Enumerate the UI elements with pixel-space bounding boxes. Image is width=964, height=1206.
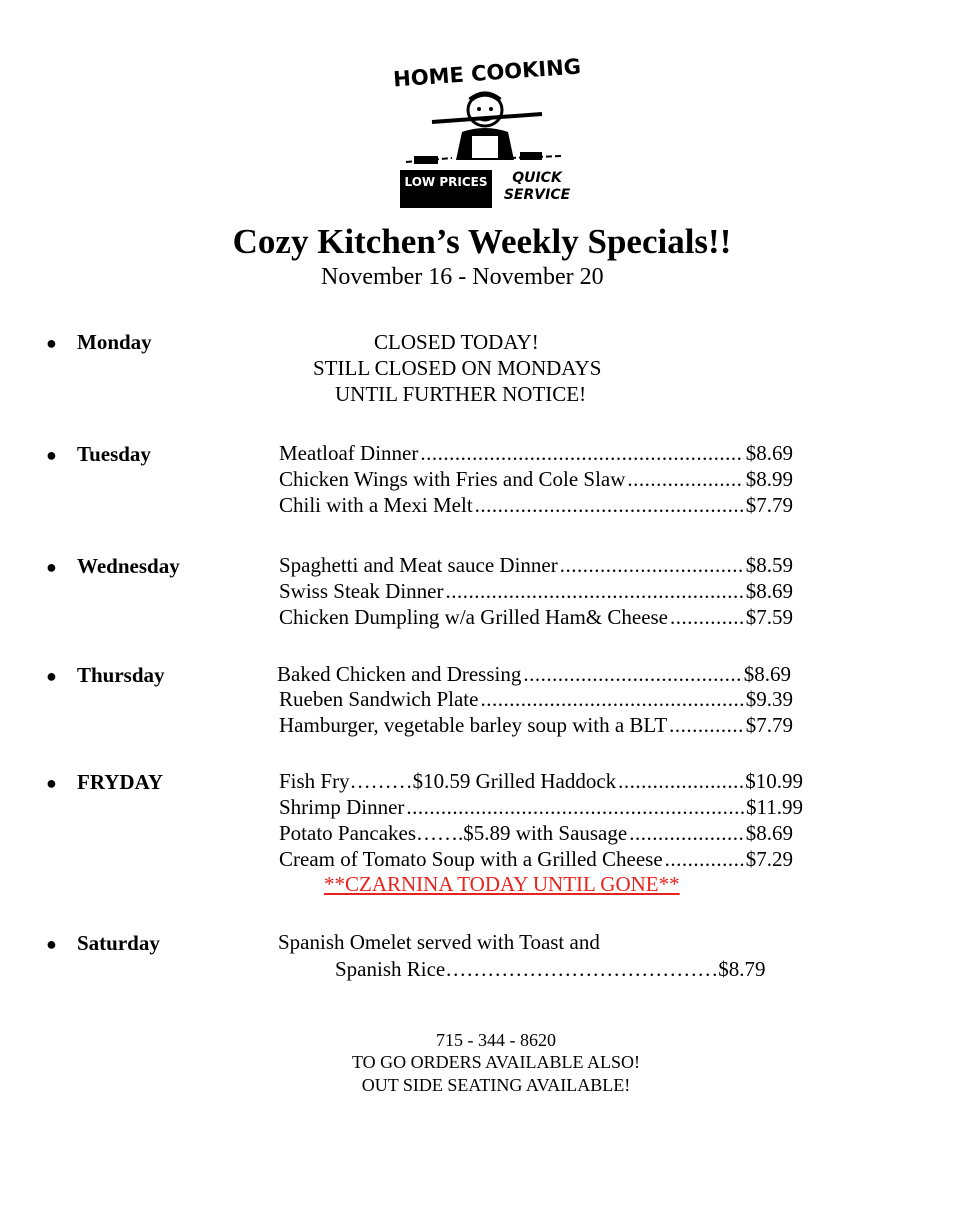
page-title: Cozy Kitchen’s Weekly Specials!!	[232, 222, 732, 261]
home-cooking-logo	[392, 52, 582, 218]
bullet-icon: ●	[46, 445, 57, 465]
menu-item	[279, 467, 793, 492]
menu-item	[279, 605, 793, 630]
item-name: Chicken Dumpling w/a Grilled Ham& Cheese	[279, 605, 669, 629]
item-price: $8.69	[745, 441, 793, 465]
menu-item	[279, 441, 793, 466]
day-fryday	[46, 770, 163, 795]
date-range: November 16 - November 20	[321, 264, 604, 290]
day-label: Saturday	[77, 931, 160, 955]
day-label: FRYDAY	[77, 770, 163, 794]
item-name: Cream of Tomato Soup with a Grilled Cheese	[279, 847, 663, 871]
menu-item	[279, 493, 793, 518]
menu-item	[279, 687, 793, 712]
menu-item	[279, 713, 793, 738]
item-name: Chili with a Mexi Melt	[279, 493, 473, 517]
bullet-icon: ●	[46, 557, 57, 577]
item-price: $8.69	[743, 662, 791, 686]
item-price: $7.79	[745, 713, 793, 737]
item-name: Fish Fry………$10.59 Grilled Haddock	[279, 769, 617, 793]
day-thursday	[46, 663, 165, 688]
item-price: $7.79	[745, 493, 793, 517]
menu-item	[279, 553, 793, 578]
logo-top-text: HOME COOKING	[392, 54, 582, 92]
bullet-icon: ●	[46, 773, 57, 793]
item-name: Shrimp Dinner	[279, 795, 405, 819]
day-wednesday	[46, 554, 180, 579]
item-price: $11.99	[746, 795, 803, 819]
monday-line: CLOSED TODAY!	[374, 330, 539, 354]
item-name: Potato Pancakes…….$5.89 with Sausage	[279, 821, 628, 845]
logo-badge-left: LOW PRICES	[404, 175, 488, 189]
bullet-icon: ●	[46, 333, 57, 353]
phone-number: 715 - 344 - 8620	[436, 1030, 556, 1050]
item-name: Rueben Sandwich Plate	[279, 687, 479, 711]
item-price: $8.59	[745, 553, 793, 577]
day-label: Tuesday	[77, 442, 151, 466]
item-price: $8.69	[745, 821, 793, 845]
item-price: $7.29	[745, 847, 793, 871]
item-name: Meatloaf Dinner	[279, 441, 419, 465]
bullet-icon: ●	[46, 666, 57, 686]
menu-item	[279, 769, 803, 794]
item-price: $8.69	[745, 579, 793, 603]
item-price: $8.99	[745, 467, 793, 491]
item-name: Hamburger, vegetable barley soup with a BLT	[279, 713, 668, 737]
menu-item	[279, 579, 793, 604]
day-label: Thursday	[77, 663, 165, 687]
footer-line: OUT SIDE SEATING AVAILABLE!	[361, 1075, 631, 1095]
item-name: Swiss Steak Dinner	[279, 579, 444, 603]
czarnina-note: **CZARNINA TODAY UNTIL GONE**	[324, 872, 680, 896]
monday-line: UNTIL FURTHER NOTICE!	[335, 382, 587, 406]
item-price: $7.59	[745, 605, 793, 629]
footer-line: TO GO ORDERS AVAILABLE ALSO!	[351, 1052, 641, 1072]
logo-badge-right: QUICK SERVICE	[503, 170, 571, 203]
menu-item	[277, 662, 791, 687]
saturday-line: Spanish Omelet served with Toast and	[278, 930, 600, 954]
menu-item	[279, 847, 793, 872]
item-name: Baked Chicken and Dressing	[277, 662, 522, 686]
menu-item	[279, 795, 803, 820]
bullet-icon: ●	[46, 934, 57, 954]
day-label: Monday	[77, 330, 152, 354]
day-monday	[46, 330, 152, 355]
item-name: Chicken Wings with Fries and Cole Slaw	[279, 467, 626, 491]
item-name: Spaghetti and Meat sauce Dinner	[279, 553, 558, 577]
menu-item	[279, 821, 793, 846]
saturday-line: Spanish Rice…………………………………$8.79	[335, 957, 766, 981]
day-saturday	[46, 931, 160, 956]
monday-line: STILL CLOSED ON MONDAYS	[313, 356, 602, 380]
day-tuesday	[46, 442, 151, 467]
day-label: Wednesday	[77, 554, 180, 578]
item-price: $9.39	[745, 687, 793, 711]
item-price: $10.99	[745, 769, 803, 793]
